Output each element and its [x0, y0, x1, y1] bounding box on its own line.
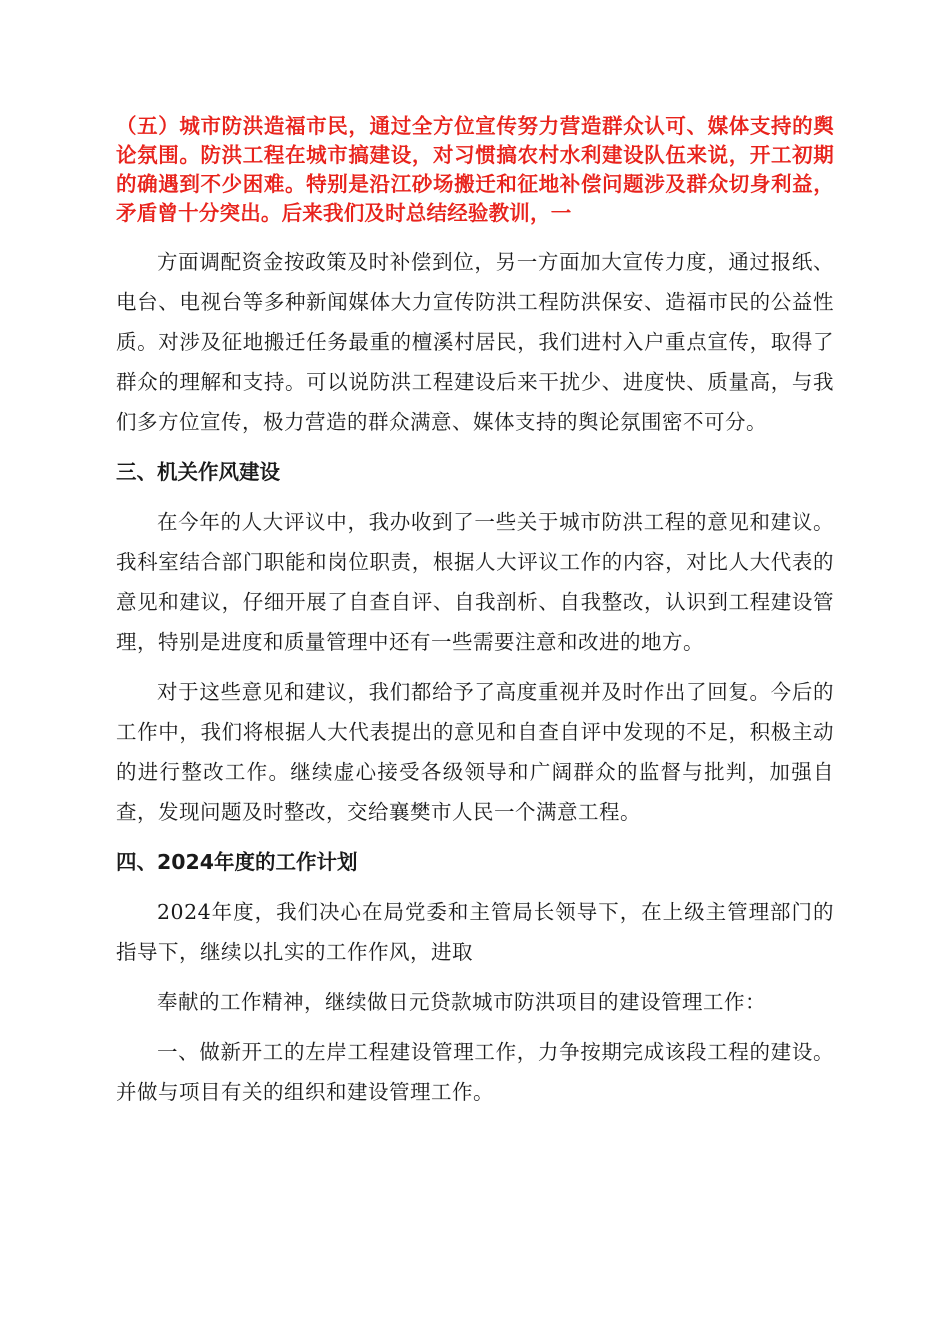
paragraph-response: 对于这些意见和建议，我们都给予了高度重视并及时作出了回复。今后的工作中，我们将根据人大代表提出的意见和自查自评中发现的不足，积极主动的进行整改工作。继续虚心接受各级领导和广阔群众的监督与批判，加强自查，发现问题及时整改，交给襄樊市人民一个满意工程。: [116, 680, 834, 824]
highlighted-paragraph: （五）城市防洪造福市民，通过全方位宣传努力营造群众认可、媒体支持的舆论氛围。防洪工程在城市搞建设，对习惯搞农村水利建设队伍来说，开工初期的确遇到不少困难。特别是沿江砂场搬迁和征地补偿问题涉及群众切身利益，矛盾曾十分突出。后来我们及时总结经验教训，一: [116, 114, 834, 225]
paragraph-plan-intro: 2024年度，我们决心在局党委和主管局长领导下，在上级主管理部门的指导下，继续以扎实的工作作风，进取: [116, 900, 834, 964]
section-heading-4: 四、2024年度的工作计划: [116, 850, 358, 874]
paragraph-plan-item-1: 一、做新开工的左岸工程建设管理工作，力争按期完成该段工程的建设。并做与项目有关的组织和建设管理工作。: [116, 1040, 834, 1104]
paragraph-plan-spirit: 奉献的工作精神，继续做日元贷款城市防洪项目的建设管理工作：: [157, 990, 766, 1014]
paragraph-review: 在今年的人大评议中，我办收到了一些关于城市防洪工程的意见和建议。我科室结合部门职能和岗位职责，根据人大评议工作的内容，对比人大代表的意见和建议，仔细开展了自查自评、自我剖析、自我整改，认识到工程建设管理，特别是进度和质量管理中还有一些需要注意和改进的地方。: [116, 510, 834, 654]
document-page: [116, 112, 834, 1122]
section-heading-3: 三、机关作风建设: [116, 460, 280, 484]
paragraph-publicity: 方面调配资金按政策及时补偿到位，另一方面加大宣传力度，通过报纸、电台、电视台等多种新闻媒体大力宣传防洪工程防洪保安、造福市民的公益性质。对涉及征地搬迁任务最重的檀溪村居民，我们进村入户重点宣传，取得了群众的理解和支持。可以说防洪工程建设后来干扰少、进度快、质量高，与我们多方位宣传，极力营造的群众满意、媒体支持的舆论氛围密不可分。: [116, 250, 834, 434]
